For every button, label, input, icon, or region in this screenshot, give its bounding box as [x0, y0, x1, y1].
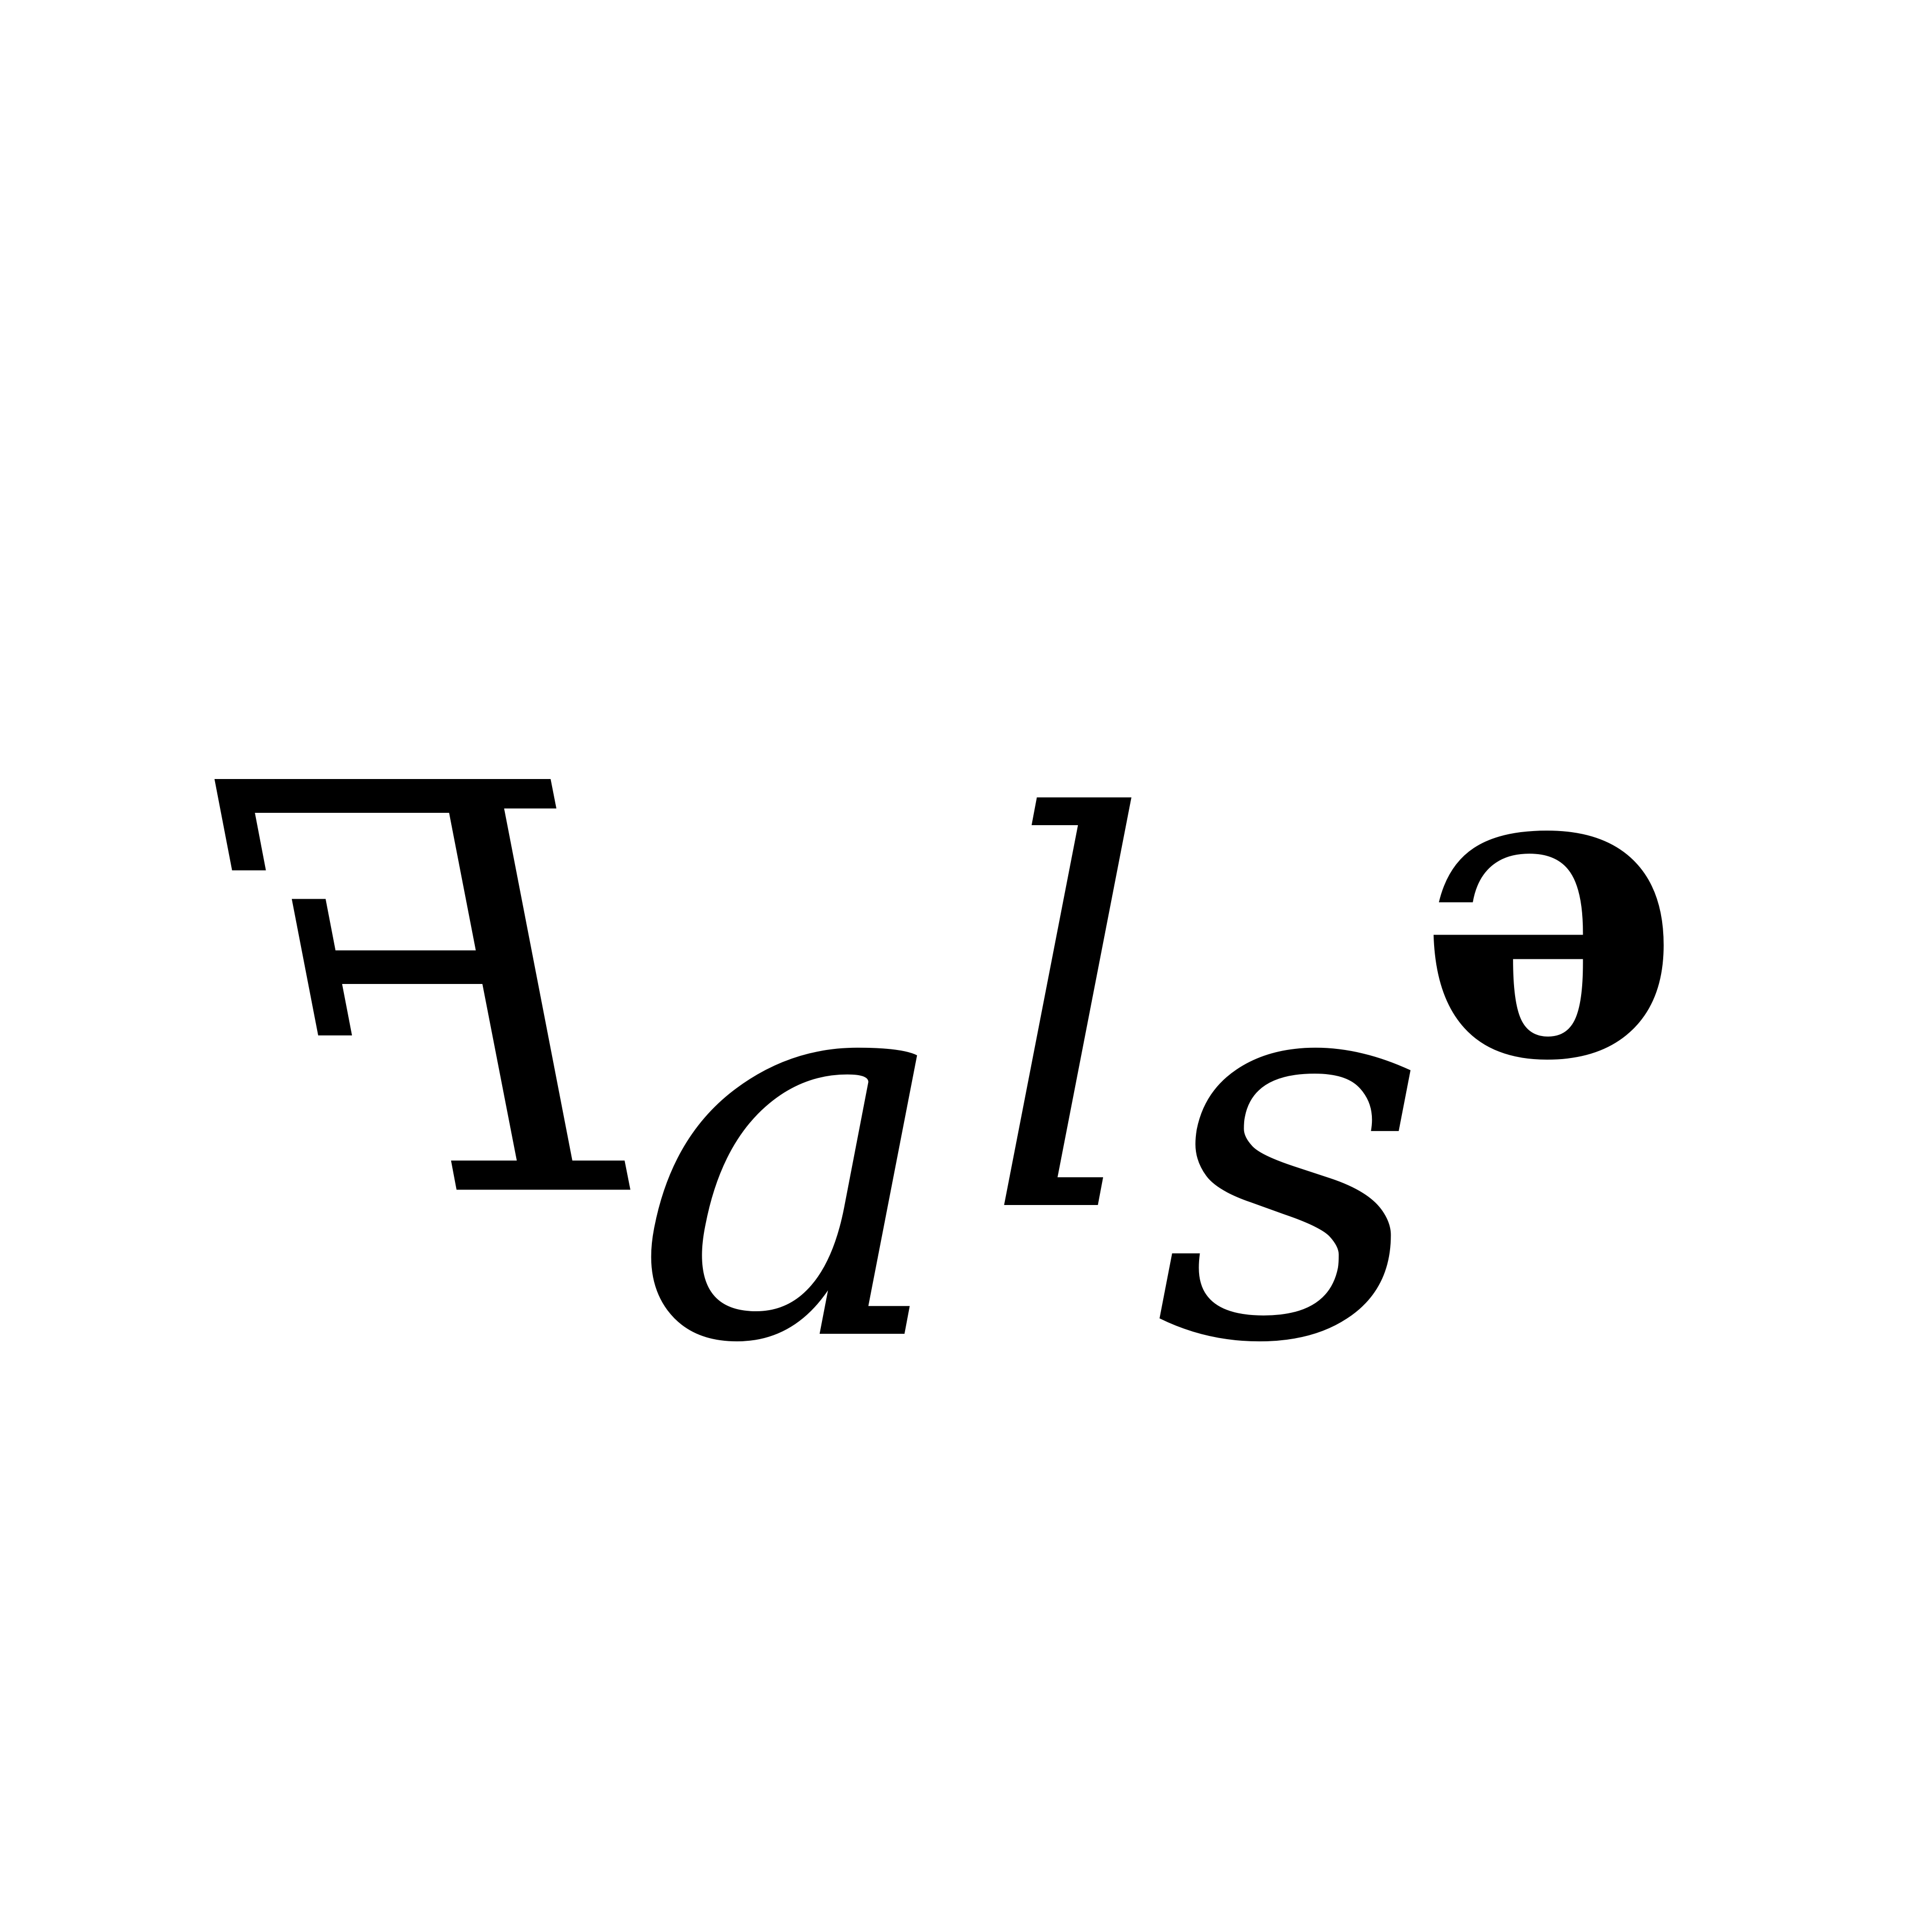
letter-a-glyph: a: [633, 836, 953, 1460]
schwa-glyph: ə: [1416, 661, 1683, 1152]
letter-s-glyph: s: [1154, 836, 1429, 1460]
turned-f-glyph: Ⅎ: [231, 646, 622, 1302]
letter-l-glyph: l: [982, 707, 1154, 1332]
